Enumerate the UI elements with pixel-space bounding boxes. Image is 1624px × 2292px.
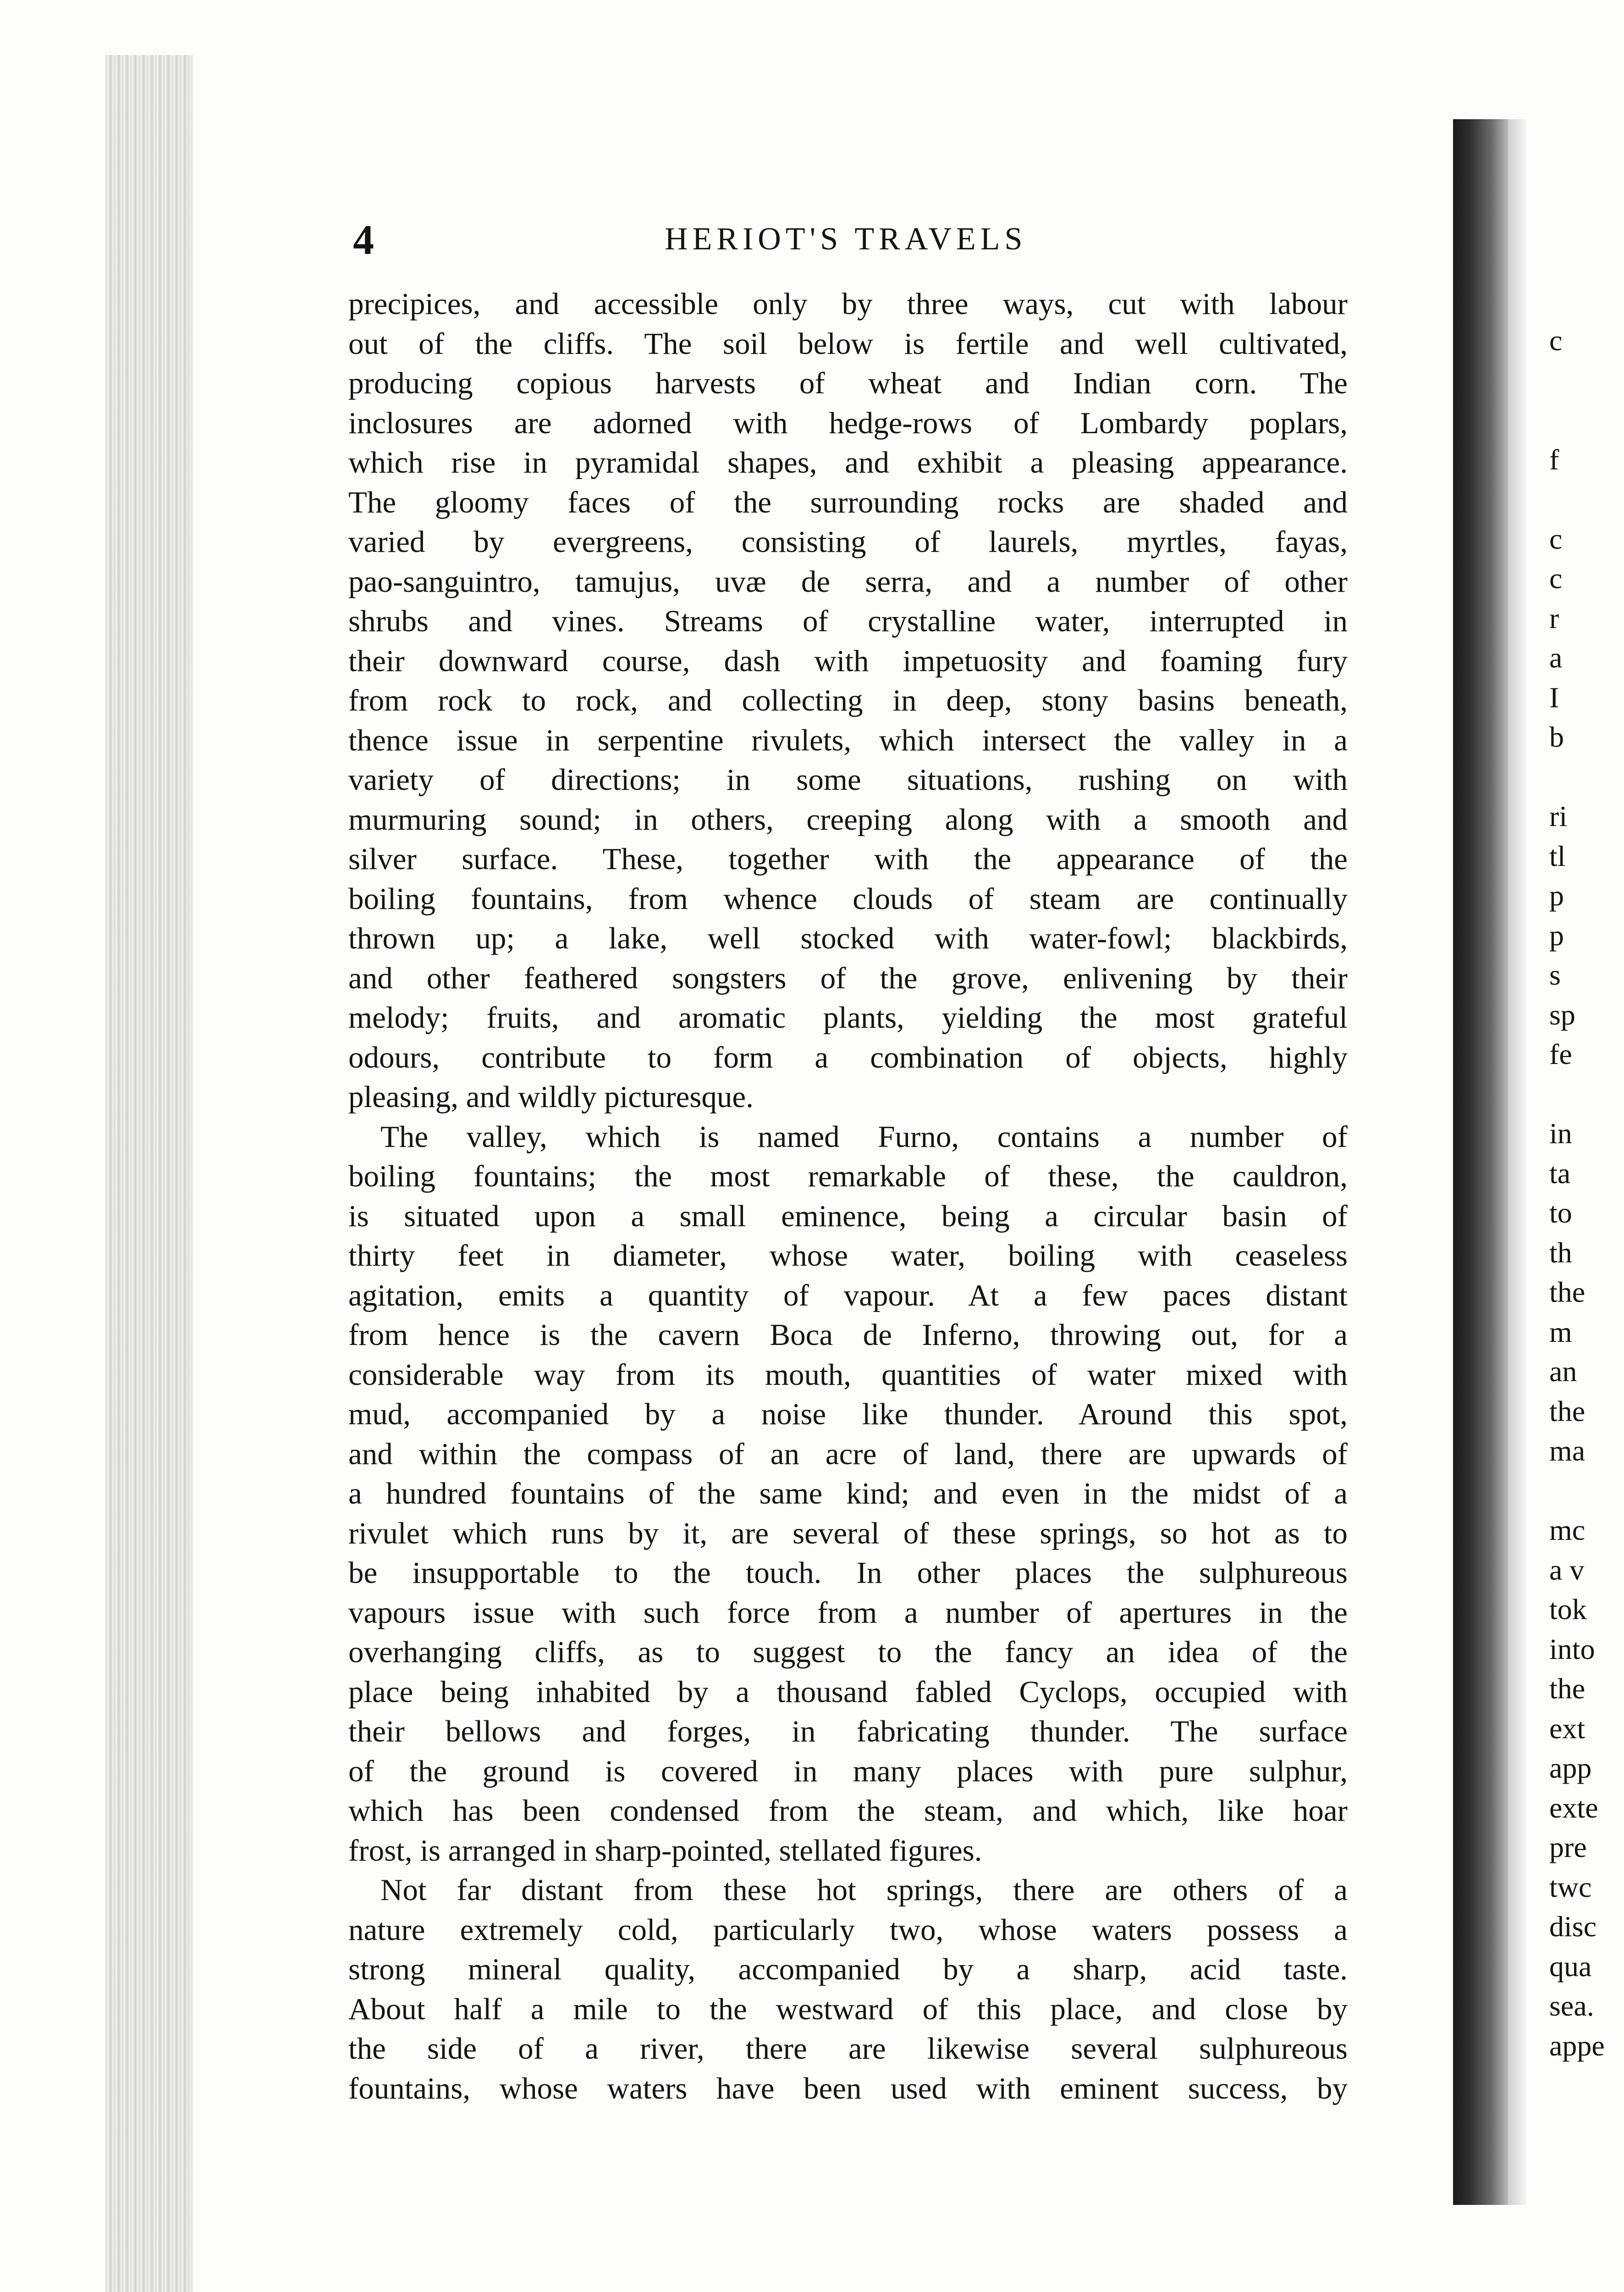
page-header [353, 215, 1361, 266]
text-line: producing copious harvests of wheat and Indian corn. The [348, 366, 1348, 400]
text-line: thrown up; a lake, well stocked with water-fowl; blackbirds, [348, 921, 1348, 955]
text-line: varied by evergreens, consisting of laurels, myrtles, fayas, [348, 525, 1348, 559]
text-line: considerable way from its mouth, quantities of water mixed with [348, 1357, 1348, 1392]
facing-page-fragment: the [1549, 1276, 1585, 1308]
running-head: HERIOT'S TRAVELS [665, 221, 1027, 257]
text-line: their downward course, dash with impetuosity and foaming fury [348, 644, 1348, 678]
facing-page-fragment [1549, 400, 1624, 440]
facing-page-fragment: p [1549, 919, 1564, 952]
text-line: and within the compass of an acre of land, there are upwards of [348, 1437, 1348, 1471]
text-line: from rock to rock, and collecting in deep, stony basins beneath, [348, 683, 1348, 717]
facing-page-fragment: c [1549, 522, 1563, 555]
text-line: a hundred fountains of the same kind; and even in the midst of a [348, 1477, 1348, 1510]
text-line: and other feathered songsters of the grove, enlivening by their [348, 961, 1348, 995]
facing-page-fragment: f [1549, 443, 1559, 476]
facing-page-fragment: app [1549, 1752, 1592, 1784]
text-line: thirty feet in diameter, whose water, boiling with ceaseless [348, 1239, 1348, 1273]
facing-page-fragment: th [1549, 1236, 1572, 1269]
text-line: their bellows and forges, in fabricating thunder. The surface [348, 1714, 1348, 1748]
text-line: be insupportable to the touch. In other places the sulphureous [348, 1556, 1348, 1590]
text-line: of the ground is covered in many places with pure sulphur, [348, 1754, 1348, 1788]
body-text [348, 284, 1348, 2108]
text-line: the side of a river, there are likewise several sulphureous [348, 2032, 1348, 2066]
facing-page-fragment [1549, 479, 1624, 519]
facing-page-fragment [1549, 1471, 1624, 1511]
facing-page-fragment: fe [1549, 1038, 1572, 1070]
text-line: The gloomy faces of the surrounding rocks are shaded and [348, 485, 1348, 519]
text-line: silver surface. These, together with the appearance of the [348, 842, 1348, 876]
facing-page-fragment: p [1549, 879, 1564, 912]
text-line: precipices, and accessible only by three ways, cut with labour [348, 287, 1348, 321]
facing-page-fragment: I [1549, 681, 1559, 714]
text-line: shrubs and vines. Streams of crystalline water, interrupted in [348, 604, 1348, 638]
facing-page-fragment: b [1549, 721, 1564, 753]
facing-page-fragment: m [1549, 1315, 1572, 1348]
text-line: which rise in pyramidal shapes, and exhibit a pleasing appearance. [348, 446, 1348, 479]
left-gutter-scan-shadow [105, 55, 193, 2292]
text-line: frost, is arranged in sharp-pointed, stellated figures. [348, 1833, 982, 1868]
page-number: 4 [353, 216, 374, 263]
text-line: which has been condensed from the steam, and which, like hoar [348, 1794, 1348, 1828]
facing-page-fragment: pre [1549, 1831, 1587, 1863]
facing-page-fragment: r [1549, 601, 1559, 634]
facing-page-fragment: a [1549, 641, 1563, 674]
facing-page-fragment [1549, 757, 1624, 797]
text-line: thence issue in serpentine rivulets, which intersect the valley in a [348, 723, 1348, 757]
text-line: boiling fountains, from whence clouds of steam are continually [348, 882, 1348, 916]
text-line: fountains, whose waters have been used with eminent success, by [348, 2071, 1348, 2105]
facing-page-fragment: into [1549, 1632, 1595, 1665]
facing-page-fragment: sea. [1549, 1989, 1594, 2022]
text-line: The valley, which is named Furno, contains a number of [380, 1119, 1348, 1154]
text-line: mud, accompanied by a noise like thunder. Around this spot, [348, 1397, 1348, 1431]
text-line: About half a mile to the westward of this place, and close by [348, 1992, 1348, 2026]
facing-page-fragment: appe [1549, 2029, 1605, 2062]
facing-page-fragment [1549, 361, 1624, 401]
facing-page-fragment: the [1549, 1394, 1585, 1427]
facing-page-fragments [1549, 321, 1624, 2066]
text-line: out of the cliffs. The soil below is fertile and well cultivated, [348, 326, 1348, 361]
facing-page-fragment: ma [1549, 1434, 1585, 1467]
text-line: is situated upon a small eminence, being a circular basin of [348, 1199, 1348, 1233]
text-line: place being inhabited by a thousand fabled Cyclops, occupied with [348, 1675, 1348, 1709]
text-line: inclosures are adorned with hedge-rows of Lombardy poplars, [348, 406, 1348, 440]
text-line: Not far distant from these hot springs, there are others of a [380, 1873, 1348, 1907]
facing-page-fragment: ta [1549, 1157, 1571, 1190]
facing-page-fragment: exte [1549, 1791, 1598, 1824]
facing-page-fragment: tl [1549, 839, 1566, 872]
facing-page-fragment: a v [1549, 1553, 1585, 1586]
facing-page-fragment: in [1549, 1117, 1572, 1150]
facing-page-fragment: ext [1549, 1712, 1585, 1745]
text-line: melody; fruits, and aromatic plants, yielding the most grateful [348, 1001, 1348, 1035]
facing-page-fragment: sp [1549, 998, 1575, 1031]
facing-page-fragment: the [1549, 1672, 1585, 1705]
facing-page-fragment: qua [1549, 1950, 1592, 1983]
facing-page-fragment: disc [1549, 1910, 1597, 1943]
text-line: odours, contribute to form a combination of objects, highly [348, 1040, 1348, 1074]
text-line: murmuring sound; in others, creeping along with a smooth and [348, 802, 1348, 837]
facing-page-fragment: c [1549, 324, 1563, 357]
binding-fade [1508, 119, 1526, 2205]
book-binding-shadow [1453, 119, 1508, 2205]
text-line: variety of directions; in some situations, rushing on with [348, 763, 1348, 797]
text-line: vapours issue with such force from a number of apertures in the [348, 1595, 1348, 1630]
text-line: rivulet which runs by it, are several of these springs, so hot as to [348, 1516, 1348, 1550]
facing-page-fragment: ri [1549, 800, 1568, 832]
text-line: pao-sanguintro, tamujus, uvæ de serra, and a number of other [348, 564, 1348, 599]
text-line: from hence is the cavern Boca de Inferno, throwing out, for a [348, 1318, 1348, 1352]
facing-page-fragment: twc [1549, 1870, 1592, 1903]
facing-page-fragment [1549, 1074, 1624, 1114]
text-line: agitation, emits a quantity of vapour. At a few paces distant [348, 1278, 1348, 1312]
text-line: strong mineral quality, accompanied by a sharp, acid taste. [348, 1952, 1348, 1986]
facing-page-fragment: mc [1549, 1514, 1585, 1546]
facing-page-fragment: tok [1549, 1593, 1587, 1625]
text-line: nature extremely cold, particularly two, whose waters possess a [348, 1912, 1348, 1947]
facing-page-fragment: to [1549, 1196, 1572, 1229]
facing-page-fragment: c [1549, 562, 1563, 595]
text-line: overhanging cliffs, as to suggest to the fancy an idea of the [348, 1635, 1348, 1669]
facing-page-fragment: an [1549, 1355, 1577, 1388]
text-line: boiling fountains; the most remarkable of these, the cauldron, [348, 1159, 1348, 1193]
facing-page-fragment: s [1549, 959, 1561, 991]
text-line: pleasing, and wildly picturesque. [348, 1080, 754, 1114]
